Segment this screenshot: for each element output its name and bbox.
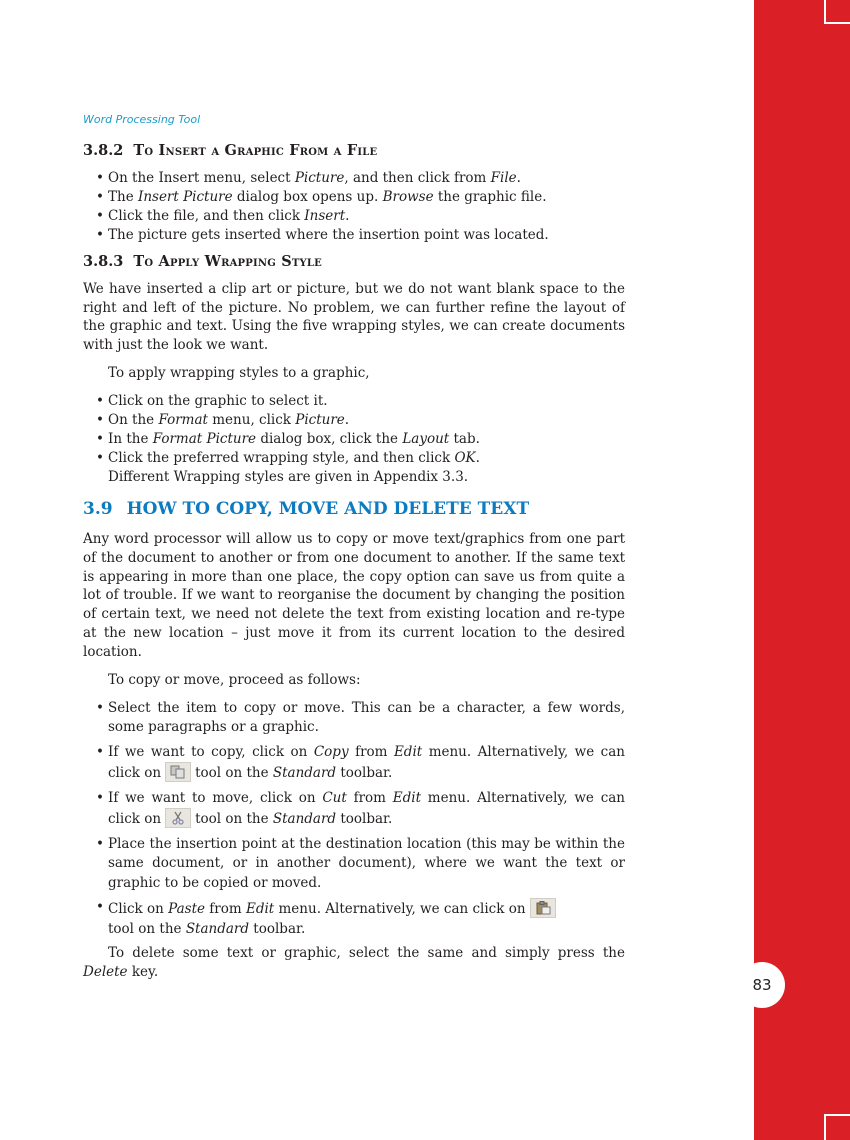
- list-item: • Click the file, and then click Insert.: [83, 207, 625, 226]
- heading-3-8-3: [83, 252, 625, 272]
- wrapping-intro: To apply wrapping styles to a graphic,: [108, 365, 370, 382]
- delete-paragraph: To delete some text or graphic, select the same and simply press the Delete key.: [83, 945, 625, 981]
- crop-mark-top: [824, 0, 850, 24]
- heading-number: 3.8.3: [83, 252, 124, 270]
- wrapping-steps: [83, 392, 625, 468]
- heading-number: 3.9: [83, 498, 113, 519]
- page-number: 83: [739, 962, 785, 1008]
- page-content: [83, 112, 625, 982]
- wrapping-paragraph: We have inserted a clip art or picture, but we do not want blank space to the right and left of the picture. No problem, we can further refine the layout of the graphic and text. Using the five wrapping styles, we can create documents with just the look we want.: [83, 280, 625, 354]
- running-head: Word Processing Tool: [83, 113, 201, 126]
- list-item: • On the Insert menu, select Picture, and then click from File.: [83, 169, 625, 188]
- copy-icon: [165, 762, 191, 782]
- copy-move-intro: To copy or move, proceed as follows:: [108, 672, 361, 689]
- copy-move-paragraph: Any word processor will allow us to copy or move text/graphics from one part of the document to another or from one document to another. If the same text is appearing in more than one place, the copy option can save us from quite a lot of trouble. If we want to reorganise the document by changing the position of certain text, we need not delete the text from existing location and re-type at the new location – just move it from its current location to the desired location.: [83, 530, 625, 661]
- insert-graphic-steps: [83, 169, 625, 245]
- copy-move-steps: [83, 699, 625, 940]
- list-item: • Place the insertion point at the destination location (this may be within the same document, or in another document), where we want the text or graphic to be copied or moved.: [83, 835, 625, 894]
- heading-title: To Apply Wrapping Style: [133, 252, 322, 270]
- list-item: • The Insert Picture dialog box opens up. Browse the graphic file.: [83, 188, 625, 207]
- list-item: • Select the item to copy or move. This can be a character, a few words, some paragraphs or a graphic.: [83, 699, 625, 738]
- heading-title: To Insert a Graphic From a File: [133, 142, 378, 159]
- paste-icon: [530, 898, 556, 918]
- list-item: • Click on Paste from Edit menu. Alternatively, we can click on tool on the Standard toolbar.: [83, 898, 625, 939]
- crop-mark-bottom: [824, 1114, 850, 1140]
- list-item: • If we want to move, click on Cut from Edit menu. Alternatively, we can click on tool on the Standard toolbar.: [83, 789, 625, 830]
- list-item: • Click on the graphic to select it.: [83, 392, 625, 411]
- scissors-icon: [165, 808, 191, 828]
- heading-number: 3.8.2: [83, 142, 124, 159]
- heading-title: HOW TO COPY, MOVE AND DELETE TEXT: [126, 498, 530, 519]
- list-item: • On the Format menu, click Picture.: [83, 411, 625, 430]
- list-item: • The picture gets inserted where the insertion point was located.: [83, 226, 625, 245]
- list-item: • Click the preferred wrapping style, and then click OK.: [83, 449, 625, 468]
- heading-3-9: [83, 497, 625, 521]
- list-item: • In the Format Picture dialog box, click the Layout tab.: [83, 430, 625, 449]
- heading-3-8-2: [83, 141, 625, 161]
- appendix-note: Different Wrapping styles are given in Appendix 3.3.: [108, 468, 469, 485]
- list-item: • If we want to copy, click on Copy from Edit menu. Alternatively, we can click on tool on the Standard toolbar.: [83, 743, 625, 784]
